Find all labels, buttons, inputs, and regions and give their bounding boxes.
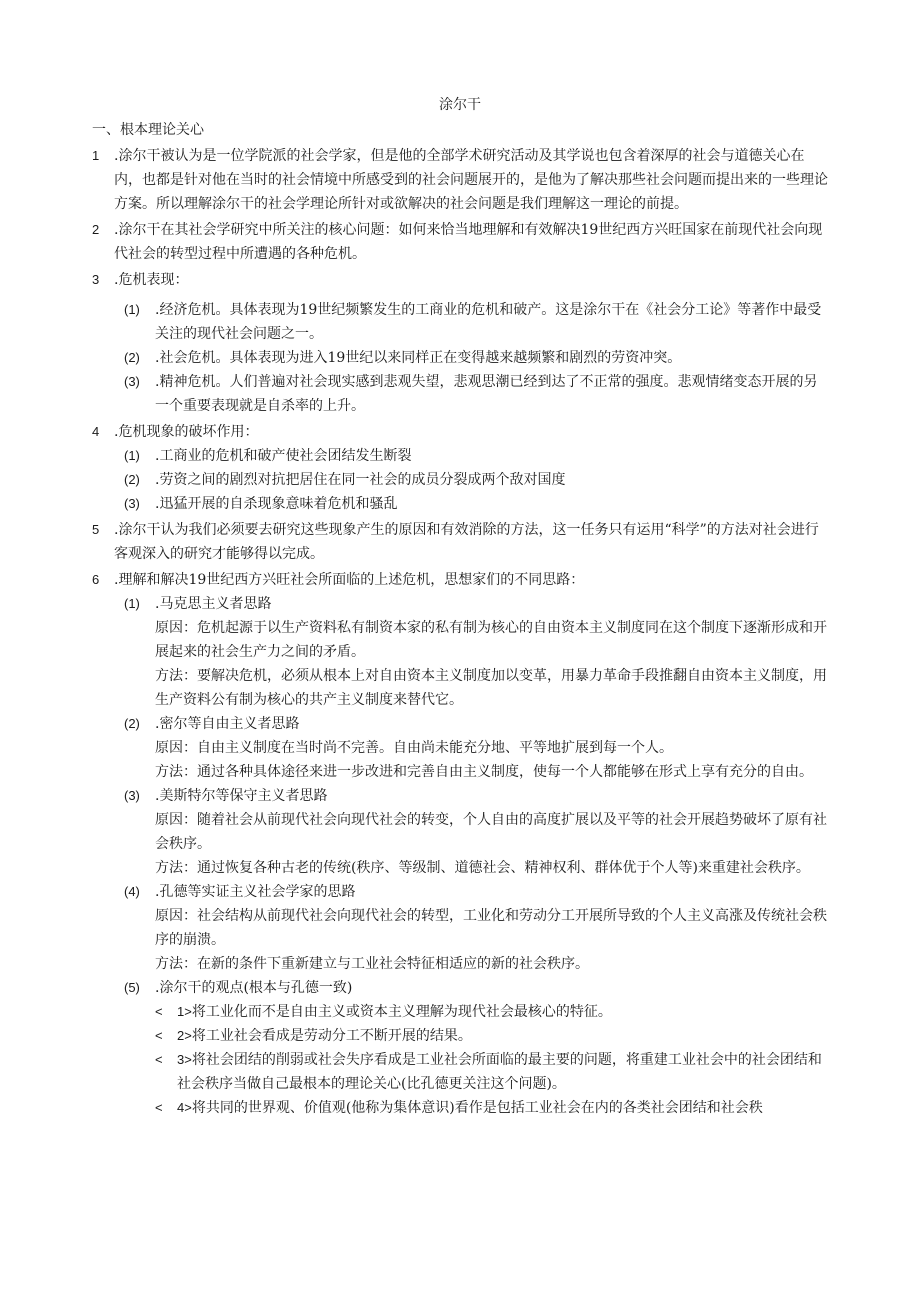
sub-item-number: (4) <box>124 884 140 899</box>
bullet-text: 将共同的世界观、价值观(他称为集体意识)看作是包括工业社会在内的各类社会团结和社会秩 <box>191 1100 763 1116</box>
item-number: 1 <box>92 148 100 163</box>
list-item-6 <box>0 568 920 592</box>
list-item-3 <box>0 268 920 292</box>
bullet-marker: < <box>155 1004 163 1019</box>
sub-item-text: .社会危机。具体表现为进入19世纪以来同样正在变得越来越频繁和剧烈的劳资冲突。 <box>155 350 682 366</box>
bullet-number: 3> <box>177 1052 192 1067</box>
method-paragraph: 方法：通过各种具体途径来进一步改进和完善自由主义制度，使每一个人都能够在形式上享有充分的自由。 <box>155 764 813 780</box>
method-paragraph: 方法：要解决危机，必须从根本上对自由资本主义制度加以变革，用暴力革命手段推翻自由资本主义制度，用生产资料公有制为核心的共产主义制度来替代它。 <box>155 668 827 708</box>
section-heading: 一、根本理论关心 <box>92 122 204 138</box>
bullet-item <box>0 1000 920 1024</box>
sub-item-number: (5) <box>124 980 140 995</box>
item-text: .涂尔干被认为是一位学院派的社会学家，但是他的全部学术研究活动及其学说也包含着深厚的社会与道德关心在内，也都是针对他在当时的社会情境中所感受到的社会问题展开的，是他为了解决那些社会问题而提出来的一些理论方案。所以理解涂尔干的社会学理论所针对或欲解决的社会问题是我们理解这一理论的前提。 <box>114 148 828 212</box>
sub-item-number: (2) <box>124 716 140 731</box>
item-number: 2 <box>92 222 100 237</box>
sub-item-text: .孔德等实证主义社会学家的思路 <box>155 884 356 900</box>
sub-item-number: (2) <box>124 472 140 487</box>
sub-item-number: (1) <box>124 596 140 611</box>
sub-item-number: (3) <box>124 374 140 389</box>
sub-item-number: (3) <box>124 788 140 803</box>
bullet-number: 1> <box>177 1004 192 1019</box>
sub-item-text: .劳资之间的剧烈对抗把居住在同一社会的成员分裂成两个敌对国度 <box>155 472 566 488</box>
sub-item <box>0 346 920 370</box>
reason-paragraph: 原因：随着社会从前现代社会向现代社会的转变，个人自由的高度扩展以及平等的社会开展趋势破坏了原有社会秩序。 <box>155 812 827 852</box>
sub-item <box>0 492 920 516</box>
reason-paragraph: 原因：危机起源于以生产资料私有制资本家的私有制为核心的自由资本主义制度同在这个制度下逐渐形成和开展起来的社会生产力之间的矛盾。 <box>155 620 827 660</box>
sub-item <box>0 444 920 468</box>
sub-item <box>0 712 920 736</box>
item-number: 6 <box>92 572 100 587</box>
sub-item-number: (2) <box>124 350 140 365</box>
sub-item-text: .迅猛开展的自杀现象意味着危机和骚乱 <box>155 496 398 512</box>
bullet-text: 将工业化而不是自由主义或资本主义理解为现代社会最核心的特征。 <box>191 1004 612 1020</box>
bullet-item <box>0 1024 920 1048</box>
item-number: 5 <box>92 522 100 537</box>
bullet-marker: < <box>155 1100 163 1115</box>
document-body <box>0 144 920 1120</box>
reason-paragraph: 原因：社会结构从前现代社会向现代社会的转型，工业化和劳动分工开展所导致的个人主义高涨及传统社会秩序的崩溃。 <box>155 908 827 948</box>
sub-item-number: (1) <box>124 302 140 317</box>
sub-item-text: .工商业的危机和破产使社会团结发生断裂 <box>155 448 412 464</box>
item-text: .涂尔干认为我们必须要去研究这些现象产生的原因和有效消除的方法，这一任务只有运用“科学”的方法对社会进行客观深入的研究才能够得以完成。 <box>114 522 819 562</box>
method-paragraph: 方法：通过恢复各种古老的传统(秩序、等级制、道德社会、精神权利、群体优于个人等)来重建社会秩序。 <box>155 860 810 876</box>
bullet-number: 4> <box>177 1100 192 1115</box>
sub-item-number: (3) <box>124 496 140 511</box>
sub-item <box>0 976 920 1000</box>
method-paragraph: 方法：在新的条件下重新建立与工业社会特征相适应的新的社会秩序。 <box>155 956 589 972</box>
sub-item-text: .密尔等自由主义者思路 <box>155 716 300 732</box>
item-number: 4 <box>92 424 100 439</box>
sub-item-text: .涂尔干的观点(根本与孔德一致) <box>155 980 353 996</box>
bullet-marker: < <box>155 1028 163 1043</box>
sub-item-text: .美斯特尔等保守主义者思路 <box>155 788 328 804</box>
list-item-5 <box>0 518 920 566</box>
sub-item-text: .马克思主义者思路 <box>155 596 272 612</box>
bullet-text: 将工业社会看成是劳动分工不断开展的结果。 <box>191 1028 472 1044</box>
sub-item <box>0 370 920 418</box>
sub-item <box>0 298 920 346</box>
sub-item-number: (1) <box>124 448 140 463</box>
sub-item <box>0 592 920 616</box>
bullet-item <box>0 1096 920 1120</box>
bullet-number: 2> <box>177 1028 192 1043</box>
sub-item <box>0 468 920 492</box>
item-number: 3 <box>92 272 100 287</box>
bullet-marker: < <box>155 1052 163 1067</box>
sub-item <box>0 784 920 808</box>
bullet-item <box>0 1048 920 1096</box>
item-text: .危机现象的破坏作用： <box>114 424 259 440</box>
item-text: .理解和解决19世纪西方兴旺社会所面临的上述危机，思想家们的不同思路： <box>114 572 585 588</box>
sub-item <box>0 880 920 904</box>
sub-item-text: .经济危机。具体表现为19世纪频繁发生的工商业的危机和破产。这是涂尔干在《社会分工论》等著作中最受关注的现代社会问题之一。 <box>155 302 822 342</box>
list-item-4 <box>0 420 920 444</box>
list-item-1 <box>0 144 920 216</box>
bullet-text: 将社会团结的削弱或社会失序看成是工业社会所面临的最主要的问题，将重建工业社会中的社会团结和社会秩序当做自己最根本的理论关心(比孔德更关注这个问题)。 <box>177 1052 822 1092</box>
reason-paragraph: 原因：自由主义制度在当时尚不完善。自由尚未能充分地、平等地扩展到每一个人。 <box>155 740 673 756</box>
list-item-2 <box>0 218 920 266</box>
item-text: .危机表现： <box>114 272 189 288</box>
sub-item-text: .精神危机。人们普遍对社会现实感到悲观失望，悲观思潮已经到达了不正常的强度。悲观情绪变态开展的另一个重要表现就是自杀率的上升。 <box>155 374 818 414</box>
document-title: 涂尔干 <box>439 97 481 113</box>
item-text: .涂尔干在其社会学研究中所关注的核心问题：如何来恰当地理解和有效解决19世纪西方兴旺国家在前现代社会向现代社会的转型过程中所遭遇的各种危机。 <box>114 222 823 262</box>
